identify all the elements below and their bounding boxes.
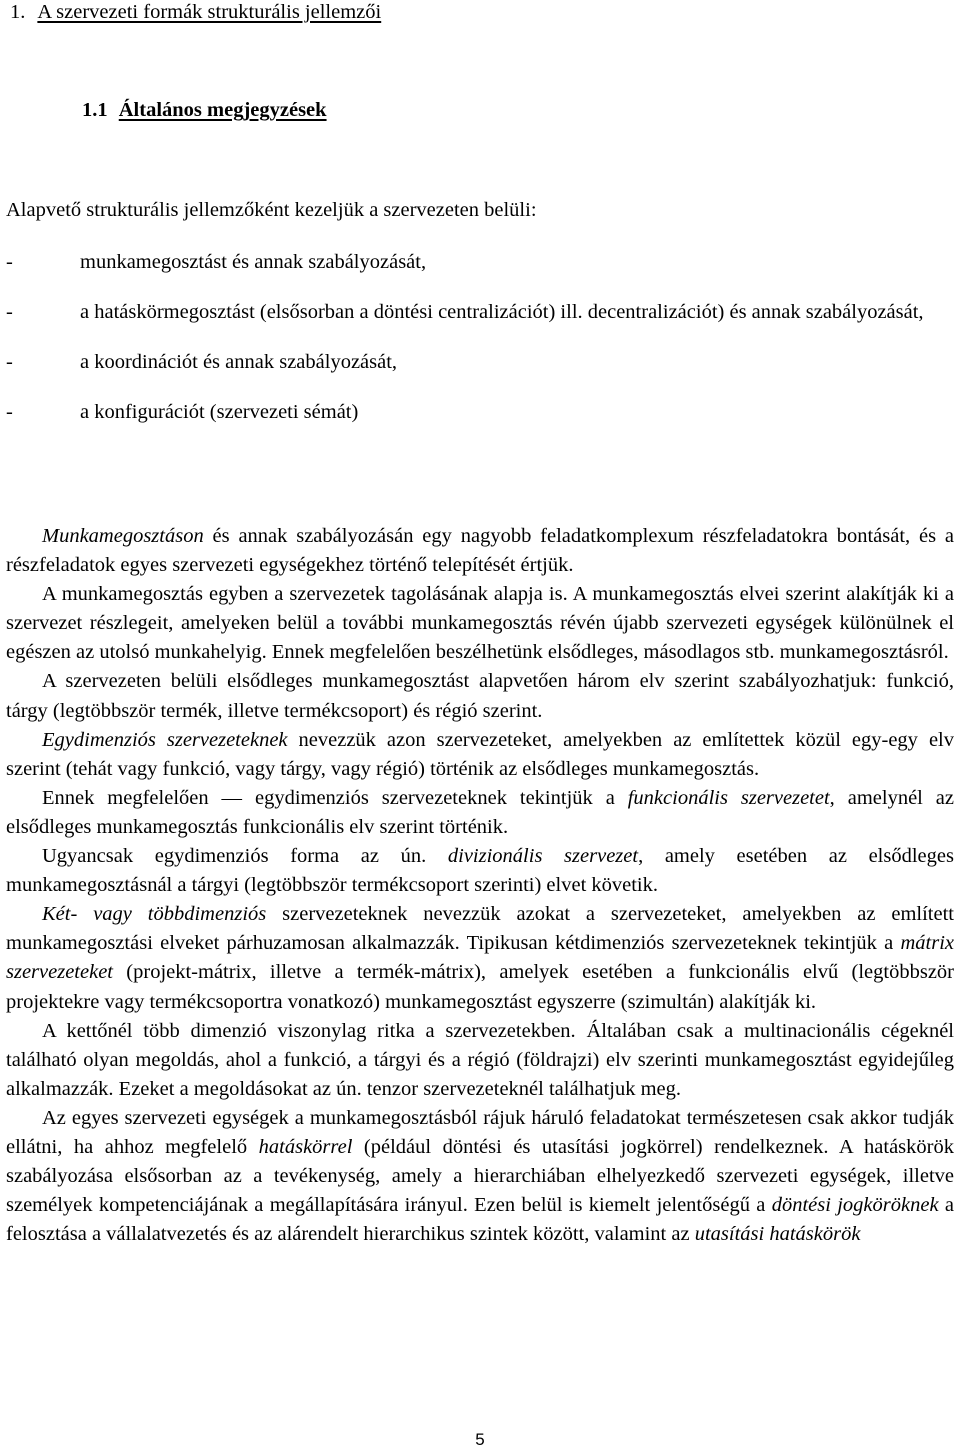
paragraph-text: , amelynél az elsődleges munkamegosztás funkcionális elv szerint történik. — [6, 786, 954, 838]
paragraph: A kettőnél több dimenzió viszonylag ritka a szervezetekben. Általában csak a multinacionális cégeknél található olyan megoldás, ahol a funkció, a tárgyi és a régió (földrajzi) elv szerinti munkamegosztást egyidejűleg alkalmazzák. Ezeket a megoldásokat az ún. tenzor szervezeteknél találhatjuk meg. — [6, 1019, 954, 1100]
paragraph-text: (például döntési és utasítási jogkörrel) rendelkeznek. A hatáskörök szabályozása elsősorban az a tevékenység, amely a hierarchiában elhelyezkedő szervezeti egységek, illetve személyek kompetenciájának a megállapítására irányul. Ezen belül is kiemelt jelentőségű a — [6, 1135, 954, 1217]
document-page — [6, 0, 954, 1456]
page-number: 5 — [475, 1430, 485, 1449]
emphasis-term: divizionális szervezet — [447, 845, 639, 868]
emphasis-term: utasítási hatáskörök — [694, 1223, 861, 1246]
paragraph — [6, 726, 954, 784]
emphasis-term: hatáskörrel — [258, 1135, 353, 1158]
list-item — [6, 398, 954, 427]
paragraph-text: Ugyancsak egydimenziós forma az ún. — [42, 845, 448, 868]
list-item — [6, 248, 954, 277]
list-dash: - — [6, 351, 13, 373]
paragraph: A szervezeten belüli elsődleges munkamegosztást alapvetően három elv szerint szabályozhatjuk: funkció, tárgy (legtöbbször termék, illetve termékcsoport) és régió szerint. — [6, 670, 954, 722]
list-dash: - — [6, 251, 13, 273]
list-dash: - — [6, 301, 13, 323]
paragraph — [6, 842, 954, 900]
paragraph — [6, 784, 954, 842]
intro-sentence: Alapvető strukturális jellemzőként kezeljük a szervezeten belüli: — [6, 199, 537, 221]
list-dash: - — [6, 401, 13, 423]
structural-features-list — [6, 248, 954, 448]
paragraph-text: a felosztása a vállalatvezetés és az alárendelt hierarchikus szintek között, valamint az — [6, 1194, 954, 1246]
paragraph — [6, 522, 954, 580]
paragraph-text: , amely esetében az elsődleges munkamegosztásnál a tárgyi (legtöbbször termékcsoport szerinti) elvet követik. — [6, 845, 954, 897]
paragraph-text: Ennek megfelelően — egydimenziós szervezeteknek tekintjük a — [42, 786, 628, 809]
paragraph-text: szervezeteknek nevezzük azokat a szervezeteket, amelyekben az említett munkamegosztási elveket párhuzamosan alkalmazzák. Tipikusan kétdimenziós szervezeteknek tekintjük a — [6, 903, 954, 955]
subsection-heading — [82, 99, 327, 122]
paragraph — [6, 900, 954, 1016]
emphasis-term: mátrix szervezeteket — [6, 932, 954, 984]
list-item-text: a konfigurációt (szervezeti sémát) — [80, 401, 359, 423]
paragraph-text: és annak szabályozásán egy nagyobb feladatkomplexum részfeladatokra bontását, és a részfeladatok egyes szervezeti egységekhez történő telepítését értjük. — [6, 525, 954, 577]
emphasis-term: funkcionális szervezetet — [627, 786, 830, 809]
subsection-title: Általános megjegyzések — [118, 99, 327, 121]
paragraph — [6, 1104, 954, 1249]
section-title: A szervezeti formák strukturális jellemzői — [37, 1, 382, 23]
subsection-number: 1.1 — [82, 99, 108, 121]
emphasis-term: Egydimenziós szervezeteknek — [42, 728, 288, 751]
list-item — [6, 298, 954, 327]
list-item-text: a koordinációt és annak szabályozását, — [80, 351, 398, 373]
list-item-text: a hatáskörmegosztást (elsősorban a döntési centralizációt) ill. decentralizációt) és annak szabályozását, — [80, 301, 924, 323]
paragraph-text: (projekt-mátrix, illetve a termék-mátrix), amelyek esetében a funkcionális elvű (legtöbbször projektekre vagy termékcsoportra vonatkozó) munkamegosztást egyszerre (szimultán) alakítják ki. — [6, 961, 954, 1013]
paragraph-text: Az egyes szervezeti egységek a munkamegosztásból rájuk háruló feladatokat természetesen csak akkor tudják ellátni, ha ahhoz megfelelő — [6, 1106, 954, 1158]
emphasis-term: Munkamegosztáson — [42, 525, 204, 547]
emphasis-term: Két- vagy többdimenziós — [42, 903, 267, 926]
paragraph-text: nevezzük azon szervezeteket, amelyekben az említettek közül egy-egy elv szerint (tehát vagy funkció, vagy tárgy, vagy régió) történik az elsődleges munkamegosztás. — [6, 728, 954, 780]
list-item — [6, 348, 954, 377]
paragraph: A munkamegosztás egyben a szervezetek tagolásának alapja is. A munkamegosztás elvei szerint alakítják ki a szervezet részlegeit, amelyeken belül a további munkamegosztás révén újabb szervezeti egységek különülnek el egészen az utolsó munkahelyig. Ennek megfelelően beszélhetünk elsődleges, másodlagos stb. munkamegosztásról. — [6, 583, 954, 664]
section-number: 1. — [10, 1, 26, 23]
body-text — [6, 522, 954, 1249]
section-heading — [10, 1, 381, 24]
emphasis-term: döntési jogköröknek — [771, 1194, 939, 1217]
list-item-text: munkamegosztást és annak szabályozását, — [80, 251, 427, 273]
